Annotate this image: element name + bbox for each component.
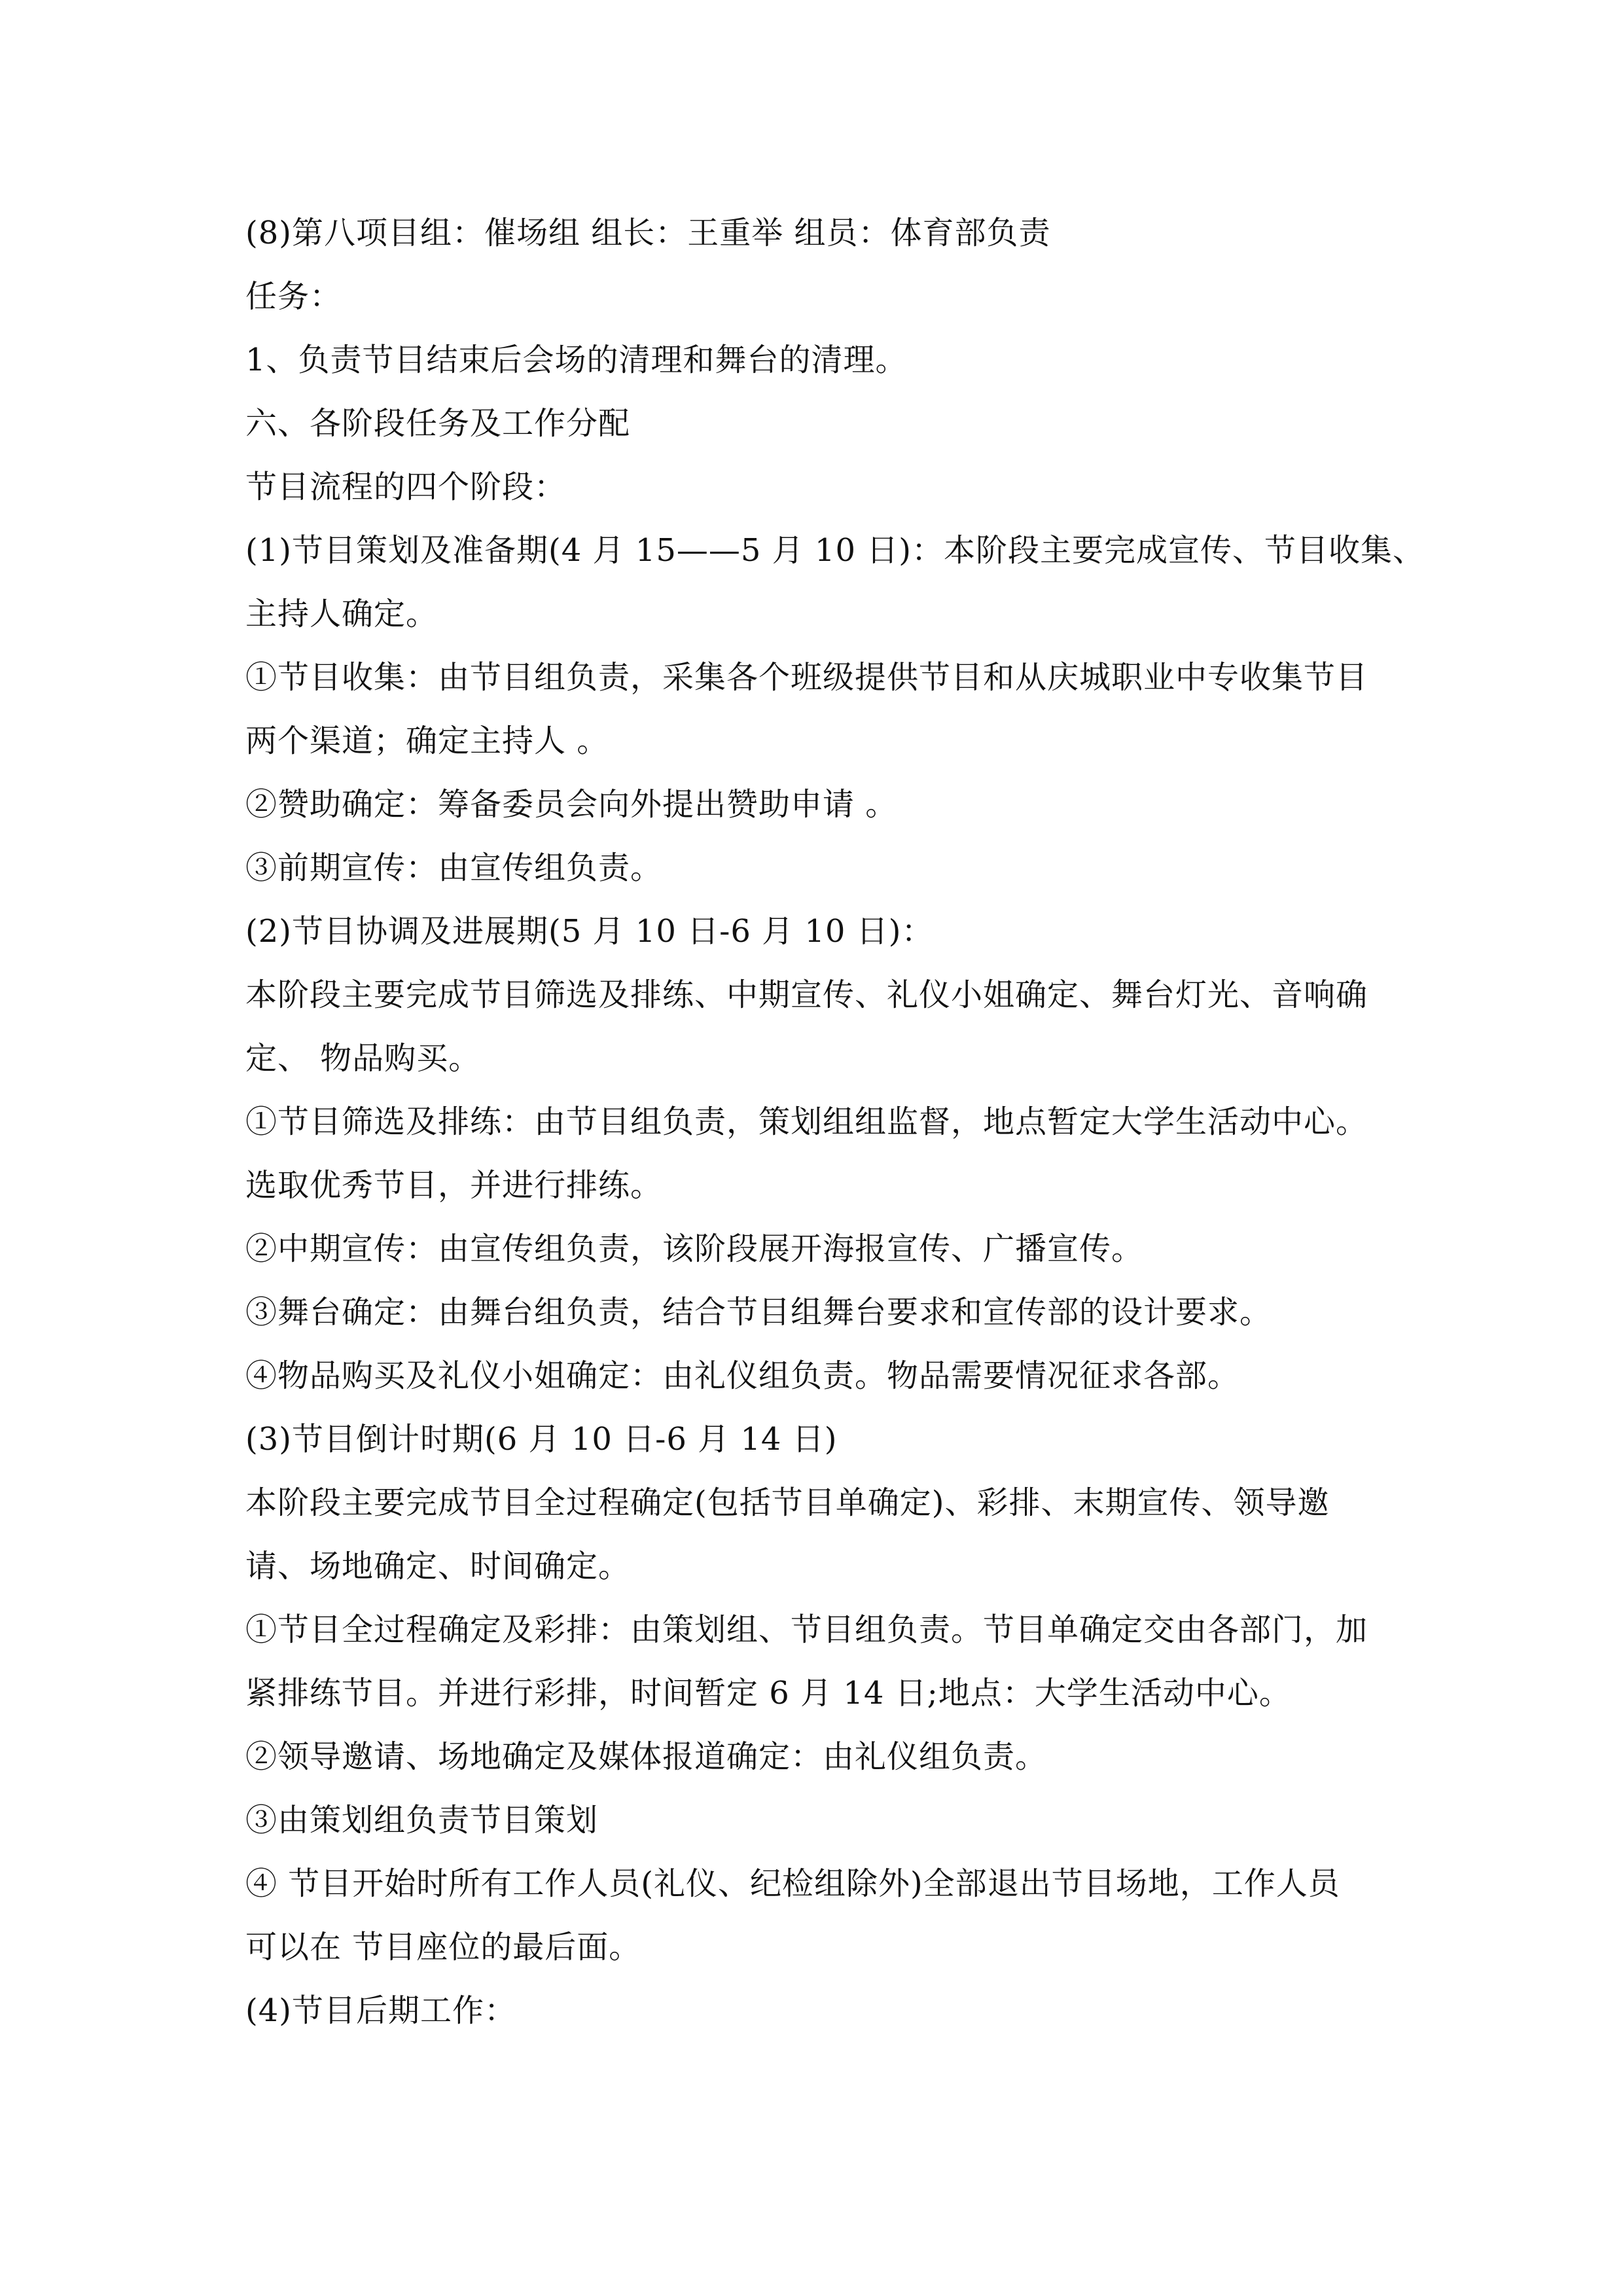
paragraph-line: (1)节目策划及准备期(4 月 15——5 月 10 日)：本阶段主要完成宣传、节目收集、 xyxy=(245,532,1425,569)
paragraph-line: 本阶段主要完成节目筛选及排练、中期宣传、礼仪小姐确定、舞台灯光、音响确 xyxy=(245,977,1368,1013)
paragraph-line: ①节目筛选及排练：由节目组负责，策划组组监督，地点暂定大学生活动中心。 xyxy=(245,1103,1368,1140)
paragraph-line: 节目流程的四个阶段： xyxy=(245,469,567,505)
section-heading: 六、各阶段任务及工作分配 xyxy=(245,405,631,442)
paragraph-line: (8)第八项目组：催场组 组长：王重举 组员：体育部负责 xyxy=(245,215,1051,251)
paragraph-line: (4)节目后期工作： xyxy=(245,1992,516,2029)
paragraph-line: ③由策划组负责节目策划 xyxy=(245,1802,599,1839)
paragraph-line: ①节目收集：由节目组负责，采集各个班级提供节目和从庆城职业中专收集节目 xyxy=(245,659,1368,696)
paragraph-line: 两个渠道；确定主持人 。 xyxy=(245,723,609,759)
paragraph-line: 本阶段主要完成节目全过程确定(包括节目单确定)、彩排、末期宣传、领导邀 xyxy=(245,1484,1330,1521)
paragraph-line: (3)节目倒计时期(6 月 10 日-6 月 14 日) xyxy=(245,1421,838,1458)
paragraph-line: ②领导邀请、场地确定及媒体报道确定：由礼仪组负责。 xyxy=(245,1738,1048,1775)
paragraph-line: 请、场地确定、时间确定。 xyxy=(245,1548,631,1585)
document-body xyxy=(245,202,1425,2043)
paragraph-line: ②赞助确定：筹备委员会向外提出赞助申请 。 xyxy=(245,786,898,823)
paragraph-line: ③前期宣传：由宣传组负责。 xyxy=(245,850,663,886)
paragraph-line: 选取优秀节目，并进行排练。 xyxy=(245,1167,663,1204)
paragraph-line: 1、负责节目结束后会场的清理和舞台的清理。 xyxy=(245,342,908,378)
paragraph-line: 主持人确定。 xyxy=(245,596,438,632)
paragraph-line: ③舞台确定：由舞台组负责，结合节目组舞台要求和宣传部的设计要求。 xyxy=(245,1294,1272,1331)
paragraph-line: (2)节目协调及进展期(5 月 10 日-6 月 10 日)： xyxy=(245,913,934,950)
paragraph-line: ①节目全过程确定及彩排：由策划组、节目组负责。节目单确定交由各部门，加 xyxy=(245,1611,1368,1648)
paragraph-line: ④ 节目开始时所有工作人员(礼仪、纪检组除外)全部退出节目场地，工作人员 xyxy=(245,1865,1340,1902)
paragraph-line: ②中期宣传：由宣传组负责，该阶段展开海报宣传、广播宣传。 xyxy=(245,1230,1144,1267)
paragraph-line: 任务： xyxy=(245,278,342,315)
paragraph-line: 可以在 节目座位的最后面。 xyxy=(245,1929,641,1965)
paragraph-line: 定、 物品购买。 xyxy=(245,1040,481,1077)
paragraph-line: 紧排练节目。并进行彩排，时间暂定 6 月 14 日;地点：大学生活动中心。 xyxy=(245,1675,1291,1712)
paragraph-line: ④物品购买及礼仪小姐确定：由礼仪组负责。物品需要情况征求各部。 xyxy=(245,1357,1240,1394)
